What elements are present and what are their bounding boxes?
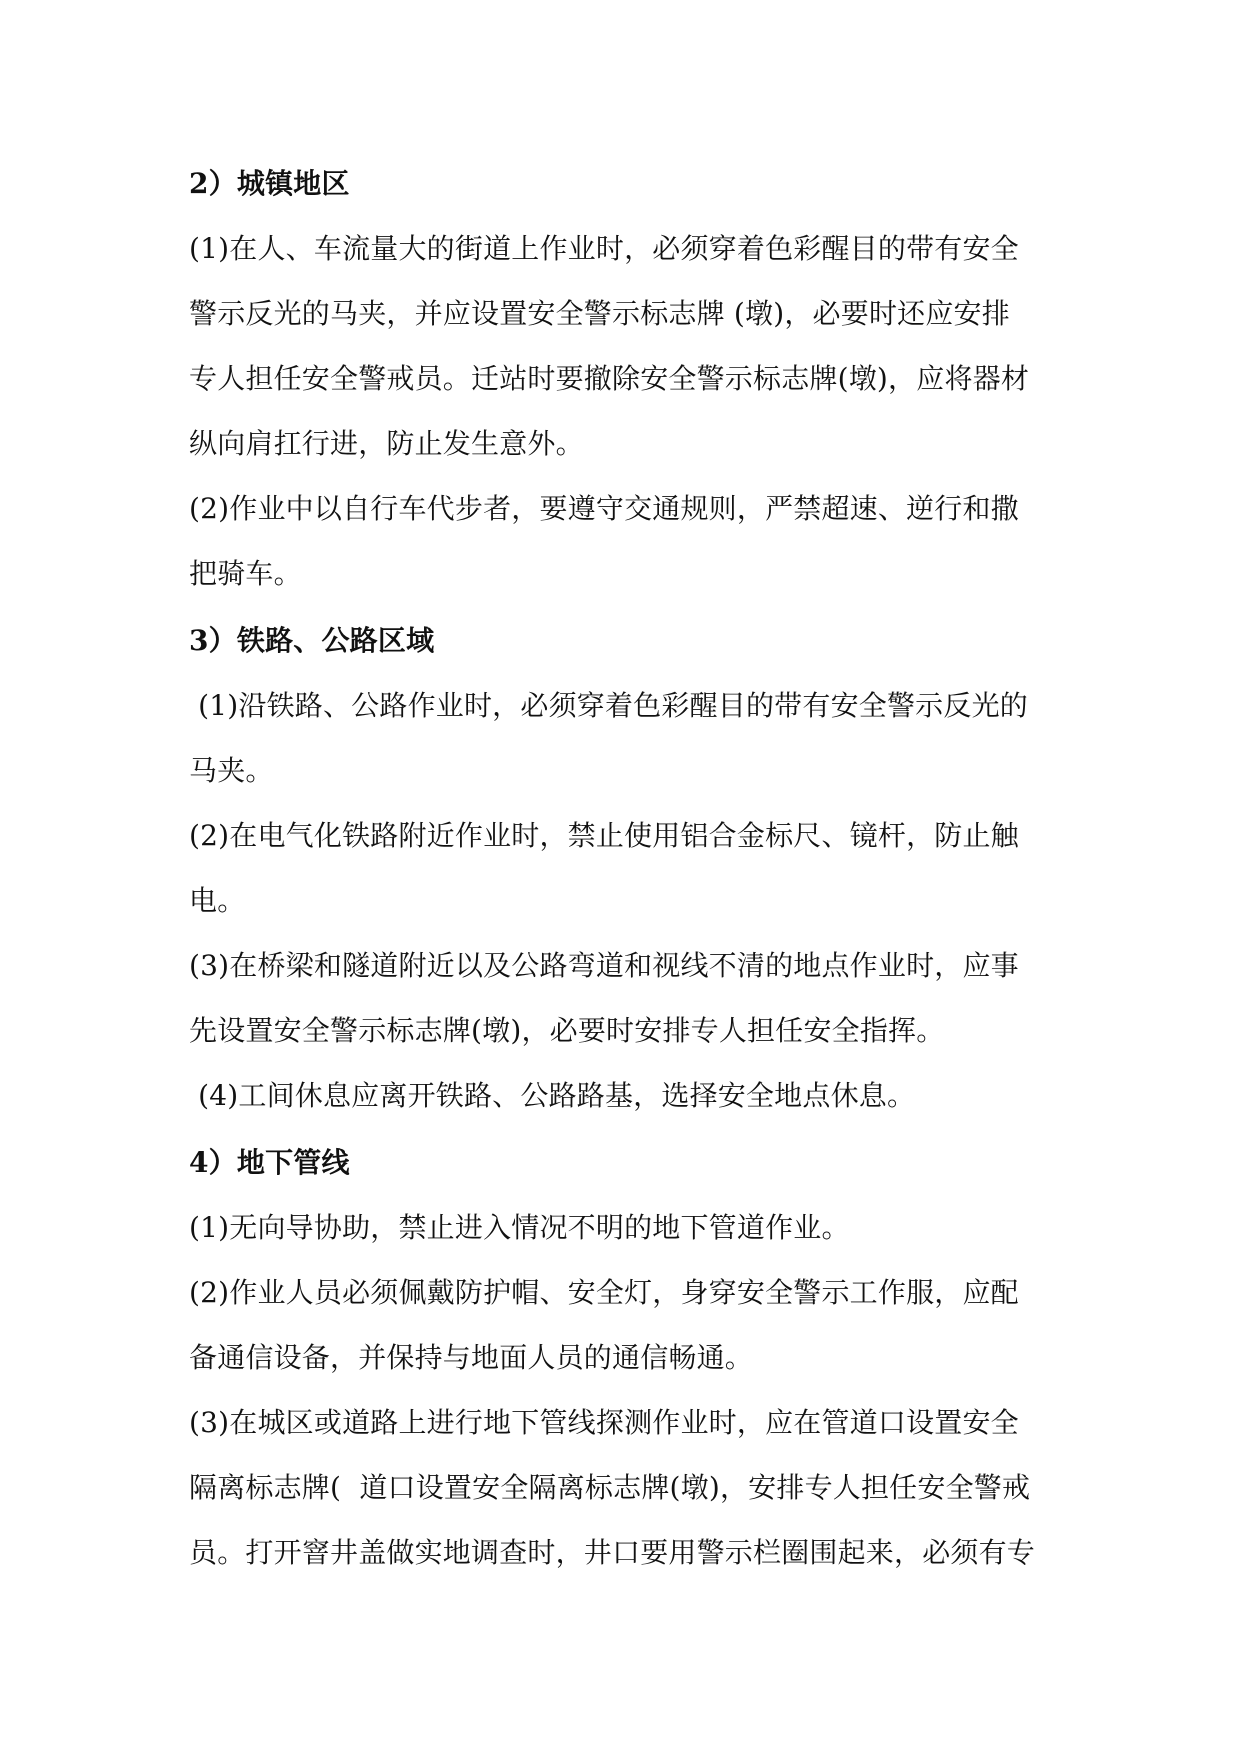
text-line: 警示反光的马夹，并应设置安全警示标志牌 (墩)，必要时还应安排	[189, 297, 1010, 330]
section-heading-underground-pipelines: 4）地下管线	[189, 1146, 350, 1179]
text-line: 备通信设备，并保持与地面人员的通信畅通。	[189, 1341, 754, 1374]
text-line: 把骑车。	[189, 557, 302, 590]
text-line: 纵向肩扛行进，防止发生意外。	[189, 427, 584, 460]
text-line: 员。打开窨井盖做实地调查时，井口要用警示栏圈围起来，必须有专	[189, 1536, 1036, 1569]
text-line: 电。	[189, 884, 246, 917]
section-heading-railway-highway: 3）铁路、公路区域	[189, 624, 435, 657]
text-line: (2)在电气化铁路附近作业时，禁止使用铝合金标尺、镜杆，防止触	[189, 819, 1019, 852]
text-line: 马夹。	[189, 754, 274, 787]
text-line: 先设置安全警示标志牌(墩)，必要时安排专人担任安全指挥。	[189, 1014, 945, 1047]
text-line: (4)工间休息应离开铁路、公路路基，选择安全地点休息。	[189, 1079, 916, 1112]
text-line: (1)无向导协助，禁止进入情况不明的地下管道作业。	[189, 1211, 850, 1244]
text-line: (2)作业人员必须佩戴防护帽、安全灯，身穿安全警示工作服，应配	[189, 1276, 1019, 1309]
text-line: 专人担任安全警戒员。迁站时要撤除安全警示标志牌(墩)，应将器材	[189, 362, 1030, 395]
text-line: (1)沿铁路、公路作业时，必须穿着色彩醒目的带有安全警示反光的	[189, 689, 1028, 722]
section-heading-urban: 2）城镇地区	[189, 167, 350, 200]
text-line: (2)作业中以自行车代步者，要遵守交通规则，严禁超速、逆行和撒	[189, 492, 1019, 525]
text-line: (1)在人、车流量大的街道上作业时，必须穿着色彩醒目的带有安全	[189, 232, 1019, 265]
text-line: (3)在城区或道路上进行地下管线探测作业时，应在管道口设置安全	[189, 1406, 1019, 1439]
text-line: (3)在桥梁和隧道附近以及公路弯道和视线不清的地点作业时，应事	[189, 949, 1019, 982]
text-line: 隔离标志牌( 道口设置安全隔离标志牌(墩)，安排专人担任安全警戒	[189, 1471, 1031, 1504]
